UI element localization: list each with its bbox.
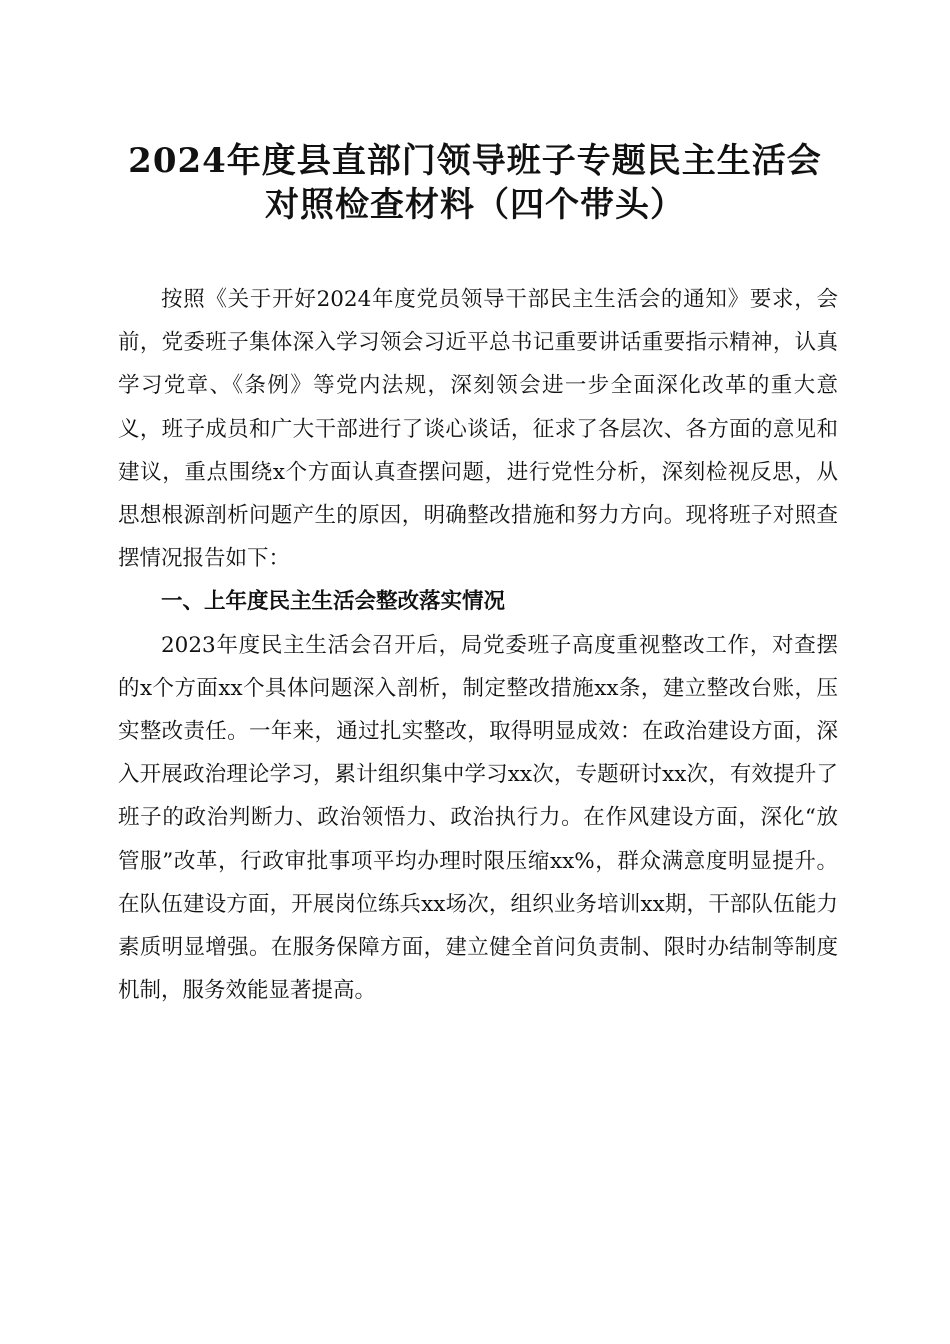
document-title-line-2: 对照检查材料（四个带头） [265,185,685,225]
section-1-paragraph: 2023年度民主生活会召开后，局党委班子高度重视整改工作，对查摆的x个方面xx个具体问题深入剖析，制定整改措施xx条，建立整改台账，压实整改责任。一年来，通过扎实整改，取得明显成效：在政治建设方面，深入开展政治理论学习，累计组织集中学习xx次，专题研讨xx次，有效提升了班子的政治判断力、政治领悟力、政治执行力。在作风建设方面，深化“放管服”改革，行政审批事项平均办理时限压缩xx%，群众满意度明显提升。在队伍建设方面，开展岗位练兵xx场次，组织业务培训xx期，干部队伍能力素质明显增强。在服务保障方面，建立健全首问负责制、限时办结制等制度机制，服务效能显著提高。 [118,632,838,1004]
section-1-heading: 一、上年度民主生活会整改落实情况 [161,589,506,615]
document-title-line-1: 2024年度县直部门领导班子专题民主生活会 [128,141,822,181]
intro-paragraph: 按照《关于开好2024年度党员领导干部民主生活会的通知》要求，会前，党委班子集体深入学习领会习近平总书记重要讲话重要指示精神，认真学习党章、《条例》等党内法规，深刻领会进一步全面深化改革的重大意义，班子成员和广大干部进行了谈心谈话，征求了各层次、各方面的意见和建议，重点围绕x个方面认真查摆问题，进行党性分析，深刻检视反思，从思想根源剖析问题产生的原因，明确整改措施和努力方向。现将班子对照查摆情况报告如下： [118,287,838,572]
document-body [118,278,838,1012]
